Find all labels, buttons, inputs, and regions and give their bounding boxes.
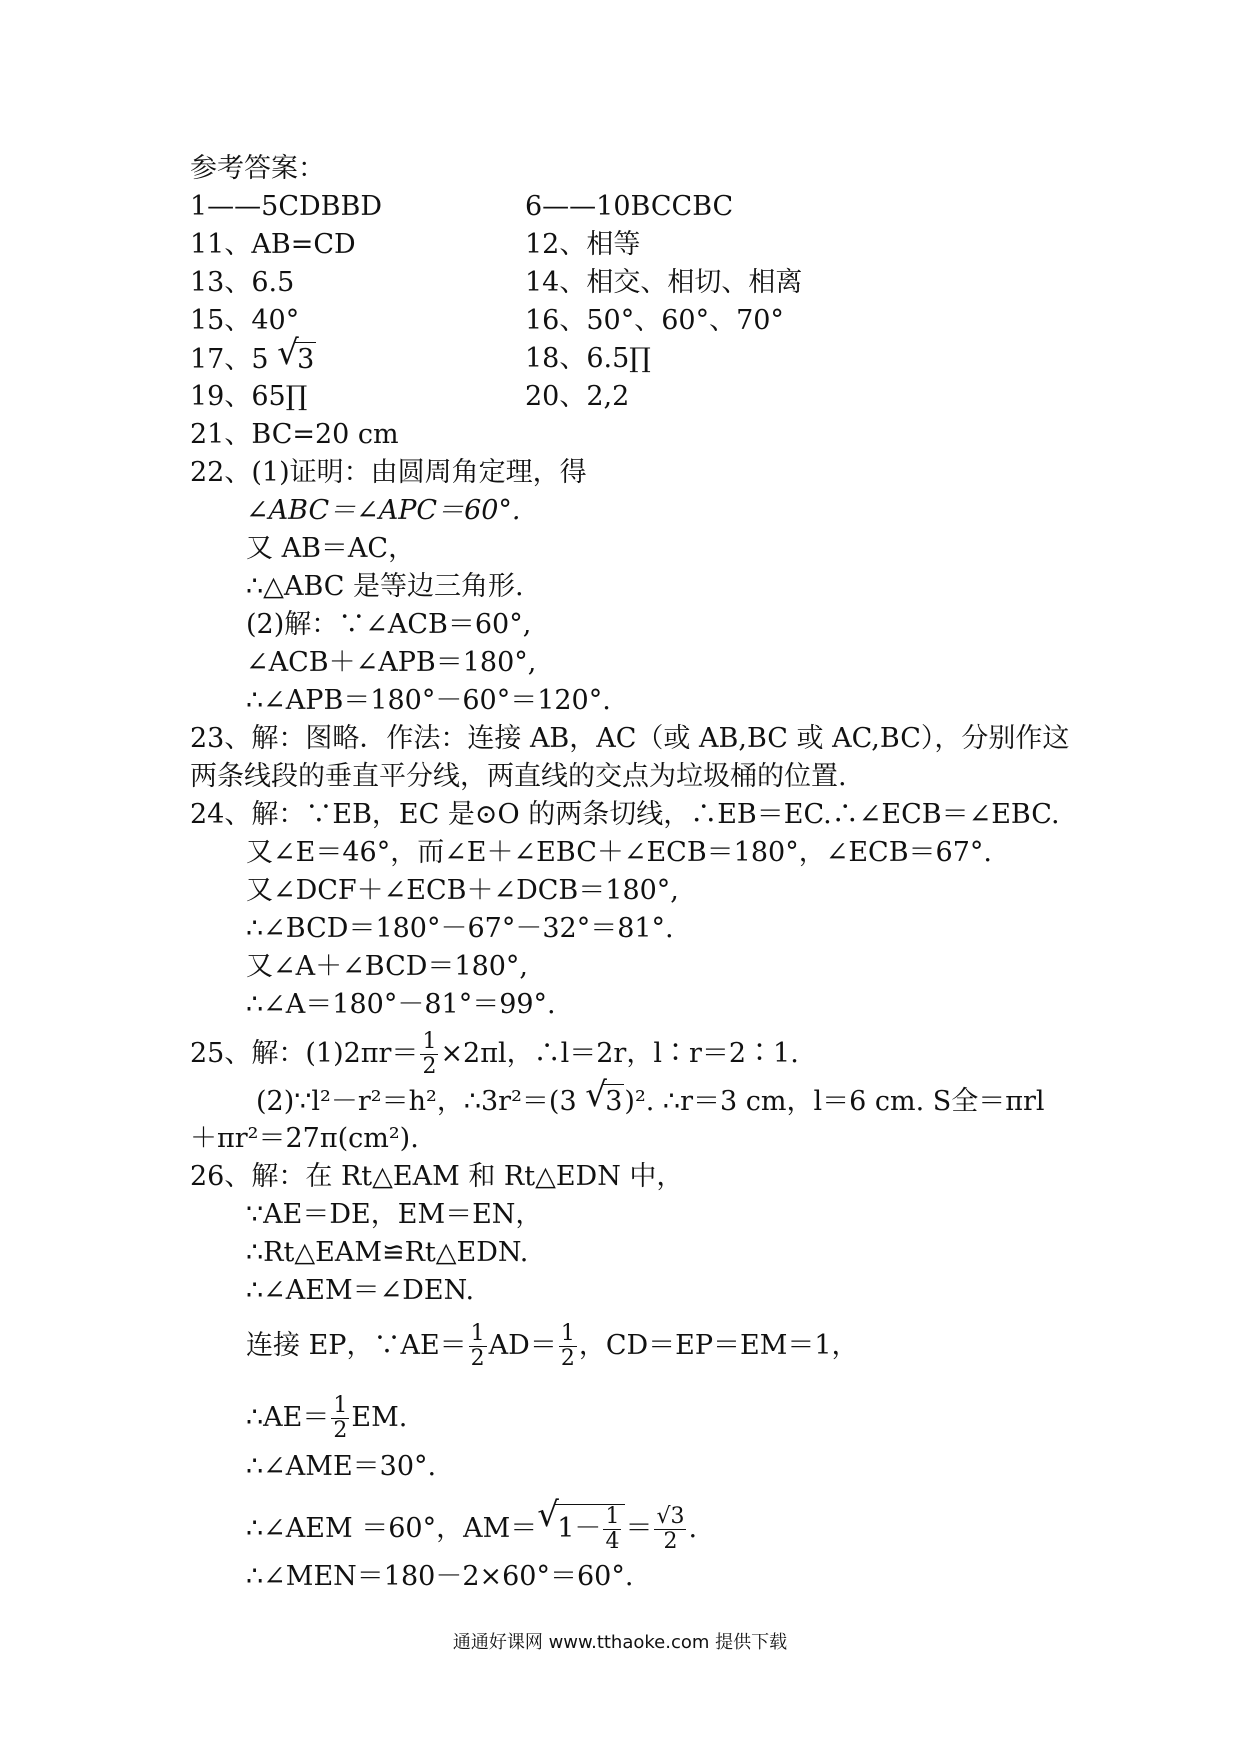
fraction: $\frac{1}{4}$ bbox=[605, 1504, 620, 1554]
answer-26-line-2: ∵AE＝DE，EM＝EN， bbox=[246, 1199, 543, 1230]
answer-22-line-3: 又 AB＝AC， bbox=[246, 533, 416, 564]
page-title: 参考答案： bbox=[190, 153, 325, 184]
answer-17: 17、5 √ 3 bbox=[190, 333, 315, 375]
sqrt-symbol: √ 3 bbox=[585, 1075, 623, 1117]
answer-22-line-7: ∴∠APB＝180°－60°＝120°. bbox=[246, 685, 611, 716]
answer-26-line-5: 连接 EP，∵AE＝ $\frac{1}{2}$ AD＝ $\frac{1}{2}$ ，CD＝EP＝EM＝1， bbox=[246, 1321, 859, 1371]
answer-24-line-1: 24、解：∵EB，EC 是⊙O 的两条切线，∴EB＝EC.∴∠ECB＝∠EBC. bbox=[190, 799, 1060, 830]
answer-26-line-6: ∴AE＝ $\frac{1}{2}$ EM. bbox=[246, 1393, 408, 1443]
answer-row-3 bbox=[190, 266, 803, 300]
answer-19: 19、65∏ bbox=[190, 381, 308, 412]
answer-26-line-9: ∴∠MEN＝180－2×60°＝60°. bbox=[246, 1561, 634, 1592]
answer-25-line-1: 25、解：(1)2πr＝ $\frac{1}{2}$ ×2πl，∴l＝2r，l∶r＝2∶1. bbox=[190, 1029, 799, 1079]
answer-6-10: 6——10BCCBC bbox=[525, 191, 734, 222]
answer-22-line-5: (2)解：∵∠ACB＝60°, bbox=[246, 609, 532, 640]
page-footer: 通通好课网 www.tthaoke.com 提供下载 bbox=[452, 1632, 788, 1653]
answer-26-line-4: ∴∠AEM＝∠DEN. bbox=[246, 1275, 475, 1306]
answer-row-1 bbox=[190, 190, 734, 224]
answer-15: 15、40° bbox=[190, 305, 300, 336]
fraction: $\frac{√3}{2}$ bbox=[656, 1504, 685, 1554]
sqrt-symbol: √ 1－ $\frac{1}{4}$ bbox=[537, 1504, 625, 1554]
answer-1-5: 1——5CDBBD bbox=[190, 191, 382, 222]
answer-13: 13、6.5 bbox=[190, 267, 295, 298]
answer-24-line-4: ∴∠BCD＝180°－67°－32°＝81°. bbox=[246, 913, 674, 944]
answer-row-2 bbox=[190, 228, 641, 262]
answer-row-6 bbox=[190, 380, 630, 414]
answer-24-line-2: 又∠E＝46°，而∠E＋∠EBC＋∠ECB＝180°，∠ECB＝67°. bbox=[246, 837, 992, 868]
answer-11: 11、AB=CD bbox=[190, 229, 356, 260]
answer-26-line-7: ∴∠AME＝30°. bbox=[246, 1451, 437, 1482]
answer-26-line-3: ∴Rt△EAM≌Rt△EDN. bbox=[246, 1237, 529, 1268]
answer-24-line-6: ∴∠A＝180°－81°＝99°. bbox=[246, 989, 556, 1020]
answer-24-line-3: 又∠DCF＋∠ECB＋∠DCB＝180°, bbox=[246, 875, 679, 906]
fraction: $\frac{1}{2}$ bbox=[422, 1029, 437, 1079]
answer-24-line-5: 又∠A＋∠BCD＝180°, bbox=[246, 951, 529, 982]
answer-26-line-8: ∴∠AEM ＝60°，AM＝ √ 1－ $\frac{1}{4}$ ＝ $\frac{√3}{2}$ . bbox=[246, 1495, 698, 1554]
answer-25-line-3: ＋πr²＝27π(cm²). bbox=[190, 1123, 419, 1154]
answer-26-line-1: 26、解：在 Rt△EAM 和 Rt△EDN 中， bbox=[190, 1161, 684, 1192]
answer-18: 18、6.5∏ bbox=[525, 343, 651, 374]
answer-22-line-2: ∠ABC＝∠APC＝60°. bbox=[246, 495, 521, 526]
fraction: $\frac{1}{2}$ bbox=[333, 1393, 348, 1443]
answer-16: 16、50°、60°、70° bbox=[525, 305, 784, 336]
answer-25-line-2: (2)∵l²－r²＝h²，∴3r²＝(3 √ 3)². ∴r＝3 cm，l＝6 cm. S全＝πrl bbox=[256, 1075, 1045, 1117]
answer-row-5 bbox=[190, 333, 651, 377]
answer-12: 12、相等 bbox=[525, 229, 641, 260]
sqrt-symbol: √ 3 bbox=[277, 333, 315, 375]
answer-23-line-2: 两条线段的垂直平分线，两直线的交点为垃圾桶的位置. bbox=[190, 761, 847, 792]
answer-22-line-4: ∴△ABC 是等边三角形. bbox=[246, 571, 524, 602]
fraction: $\frac{1}{2}$ bbox=[560, 1321, 575, 1371]
answer-22-line-1: 22、(1)证明：由圆周角定理，得 bbox=[190, 457, 587, 488]
answer-20: 20、2,2 bbox=[525, 381, 630, 412]
fraction: $\frac{1}{2}$ bbox=[470, 1321, 485, 1371]
answer-23-line-1: 23、解：图略．作法：连接 AB，AC（或 AB,BC 或 AC,BC），分别作这 bbox=[190, 723, 1070, 754]
answer-22-line-6: ∠ACB＋∠APB＝180°, bbox=[246, 647, 537, 678]
answer-14: 14、相交、相切、相离 bbox=[525, 267, 803, 298]
answer-21: 21、BC=20 cm bbox=[190, 419, 399, 450]
